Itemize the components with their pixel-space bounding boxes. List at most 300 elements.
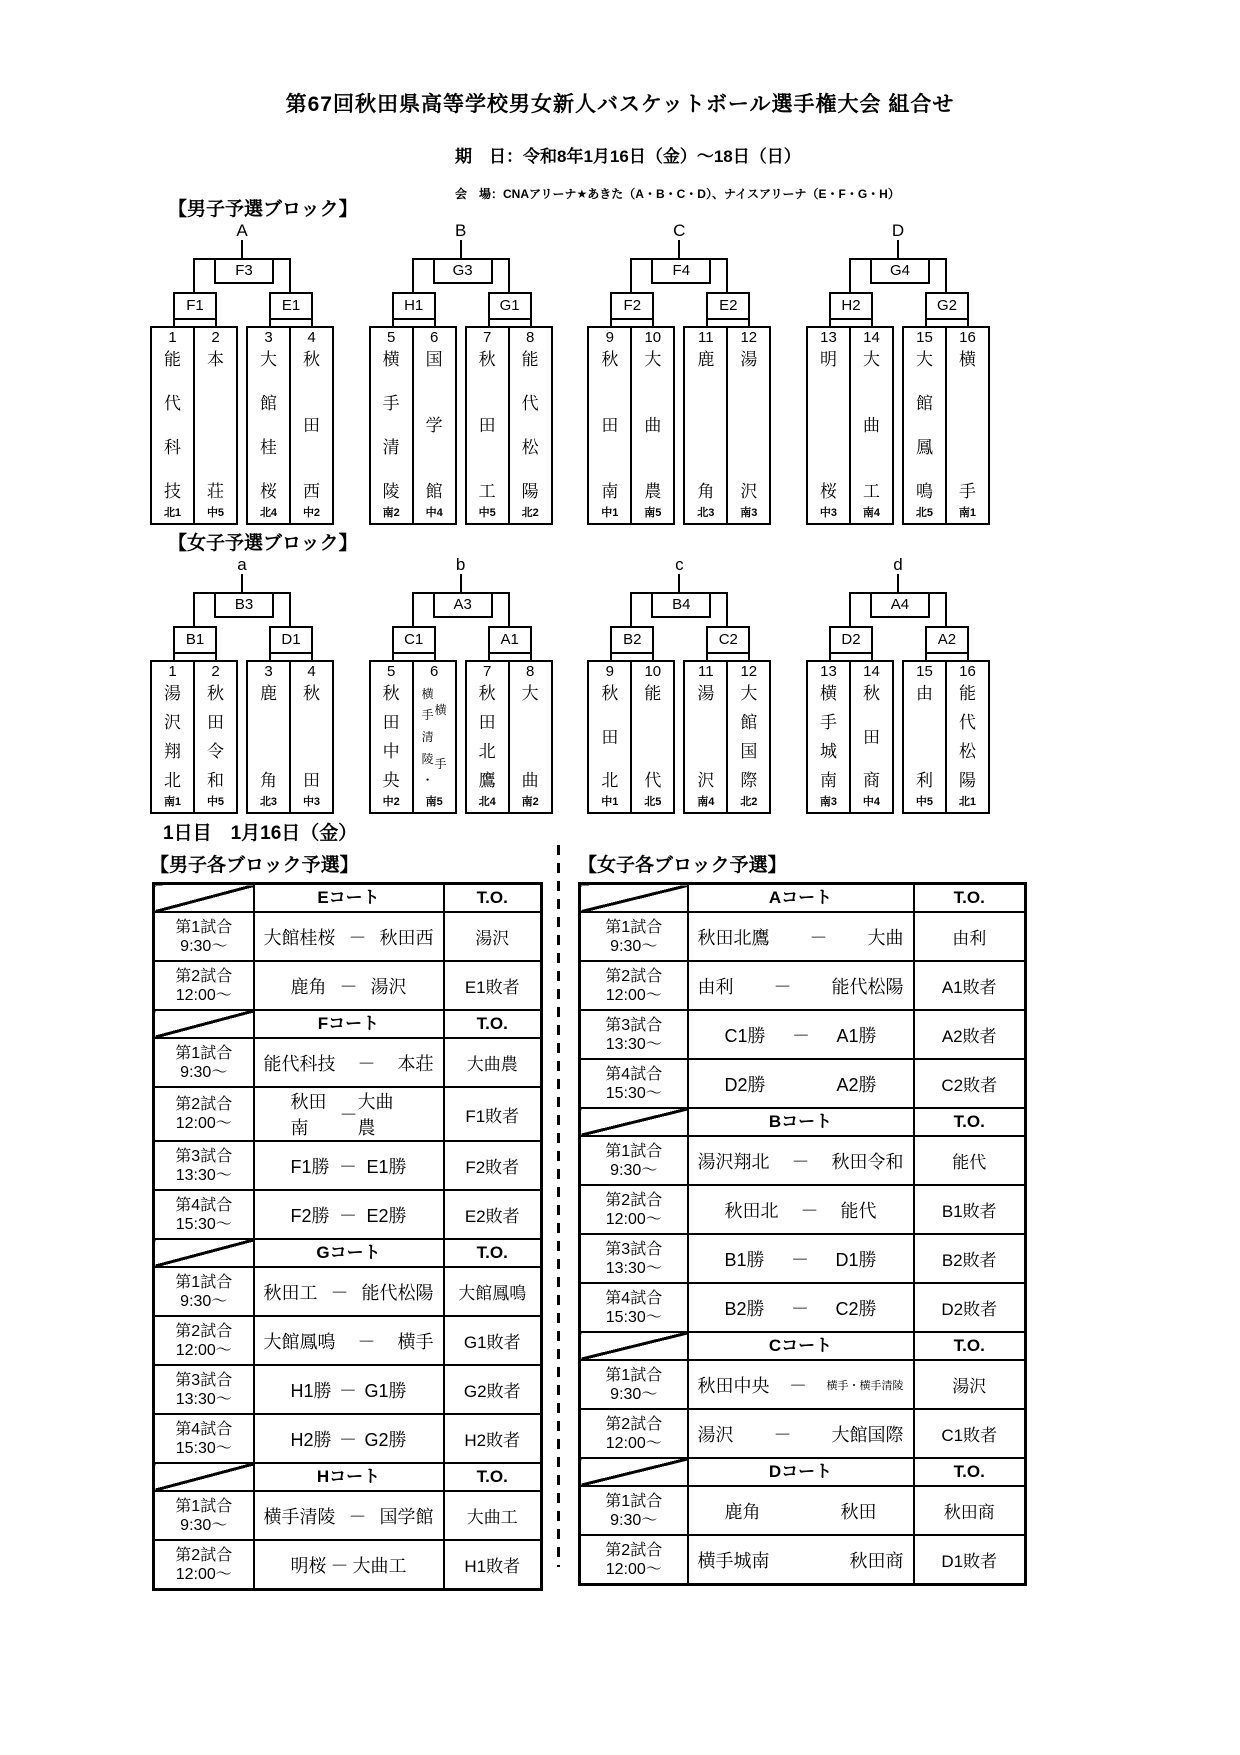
date-line: 期 日：令和8年1月16日（金）～18日（日） bbox=[455, 147, 801, 166]
team-pair bbox=[806, 660, 894, 814]
team-name bbox=[383, 347, 400, 506]
team-name-char: 沢 bbox=[740, 482, 758, 501]
team-name-char: 手 bbox=[382, 394, 400, 413]
team-cell bbox=[193, 328, 236, 523]
match bbox=[689, 1295, 913, 1321]
match-team-left: 大館鳳鳴 bbox=[263, 1331, 336, 1352]
match-team-right: 横手・横手清陵 bbox=[826, 1379, 904, 1392]
match-team-left: 能代科技 bbox=[263, 1053, 336, 1074]
team-cell bbox=[849, 662, 892, 812]
dashed-divider bbox=[557, 845, 560, 1567]
game-round: 第2試合 bbox=[175, 1322, 233, 1340]
final-game-label: B3 bbox=[214, 592, 274, 618]
bracket-connector-line bbox=[289, 258, 291, 292]
bracket-connector-line bbox=[726, 592, 728, 626]
bracket-block bbox=[587, 556, 771, 810]
bracket-connector-line bbox=[193, 258, 195, 292]
game-round: 第3試合 bbox=[605, 1240, 663, 1258]
team-number: 2 bbox=[211, 663, 220, 680]
match-cell bbox=[254, 1267, 444, 1316]
team-name-char: 田 bbox=[478, 416, 496, 435]
bracket-connector-line bbox=[460, 574, 462, 592]
game-round: 第1試合 bbox=[605, 918, 663, 936]
to-column-header: T.O. bbox=[444, 1239, 542, 1267]
match-team-left: 鹿角 bbox=[290, 976, 327, 997]
team-pair bbox=[150, 326, 238, 525]
court-header-row bbox=[154, 1463, 542, 1491]
team-name-char: 秋 bbox=[601, 350, 619, 369]
team-name-char: 曲 bbox=[521, 771, 539, 790]
bracket-connector-line bbox=[897, 240, 899, 258]
match-team-left: 秋田中央 bbox=[697, 1375, 770, 1396]
team-cell bbox=[808, 328, 849, 523]
game-row bbox=[154, 912, 542, 961]
time-cell bbox=[154, 912, 254, 961]
match-team-left: F2勝 bbox=[290, 1205, 330, 1226]
game-start-time: 12:00～ bbox=[175, 1565, 232, 1583]
match-cell bbox=[688, 1535, 914, 1585]
team-seed: 南5 bbox=[425, 796, 443, 808]
team-name-char: 秋 bbox=[207, 684, 224, 703]
team-pair bbox=[683, 660, 771, 814]
team-seed: 北2 bbox=[521, 507, 539, 519]
team-name bbox=[959, 347, 976, 506]
time-cell bbox=[154, 1087, 254, 1141]
to-column-header: T.O. bbox=[914, 884, 1026, 913]
team-name-char: 荘 bbox=[207, 482, 224, 501]
game-round: 第2試合 bbox=[175, 967, 233, 985]
semi-game-label: F1 bbox=[173, 292, 217, 320]
game-start-time: 9:30～ bbox=[610, 937, 658, 955]
match bbox=[689, 1071, 913, 1097]
team-name-char: 清 bbox=[421, 729, 434, 744]
block-letter: b bbox=[455, 555, 466, 574]
team-number: 15 bbox=[916, 663, 933, 680]
time-cell bbox=[580, 1409, 688, 1458]
bracket-connector-line bbox=[849, 592, 851, 626]
vs-dash: － bbox=[773, 1424, 792, 1445]
match bbox=[689, 1372, 913, 1398]
game-round: 第1試合 bbox=[175, 1497, 233, 1515]
team-name-char: ・ bbox=[421, 773, 434, 788]
team-pair bbox=[902, 326, 990, 525]
game-round: 第1試合 bbox=[605, 1492, 663, 1510]
team-name-char: 曲 bbox=[644, 416, 662, 435]
team-cell bbox=[726, 662, 769, 812]
time-cell bbox=[580, 1136, 688, 1185]
match-team-right: G2勝 bbox=[364, 1429, 407, 1450]
semi-game-label: A1 bbox=[488, 626, 532, 654]
team-name-char: 能 bbox=[958, 684, 976, 703]
team-name-char: 手 bbox=[819, 713, 837, 732]
match-team-right: E2勝 bbox=[366, 1205, 407, 1226]
team-name-char: 能 bbox=[521, 350, 539, 369]
match-cell bbox=[688, 1283, 914, 1332]
game-start-time: 15:30～ bbox=[605, 1084, 662, 1102]
bracket-connector-line bbox=[193, 592, 195, 626]
game-start-time: 9:30～ bbox=[180, 937, 228, 955]
bracket-connector-line bbox=[945, 592, 947, 626]
team-name-char: 明 bbox=[819, 350, 837, 369]
bracket-connector-line bbox=[849, 258, 851, 292]
court-name: Eコート bbox=[254, 884, 444, 913]
team-pair bbox=[465, 326, 553, 525]
to-column-header: T.O. bbox=[444, 884, 542, 913]
match-team-right: G1勝 bbox=[364, 1380, 407, 1401]
table-official-cell: F1敗者 bbox=[444, 1087, 542, 1141]
team-name-char: 北 bbox=[478, 742, 496, 761]
team-name-char: 手 bbox=[958, 482, 976, 501]
game-row bbox=[580, 1535, 1026, 1585]
vs-dash: － bbox=[789, 1375, 807, 1396]
match bbox=[689, 1547, 913, 1573]
team-seed: 中5 bbox=[206, 507, 225, 519]
team-name bbox=[164, 681, 181, 795]
match-team-left: 由利 bbox=[697, 976, 734, 997]
bracket-block bbox=[369, 222, 553, 521]
game-start-time: 9:30～ bbox=[610, 1161, 658, 1179]
match-cell bbox=[688, 912, 914, 961]
bracket-connector-line bbox=[508, 592, 510, 626]
team-name-char: 鹿 bbox=[260, 684, 277, 703]
team-name bbox=[260, 681, 277, 795]
team-number: 11 bbox=[698, 663, 714, 680]
vs-dash: － bbox=[339, 1105, 358, 1125]
team-name-column bbox=[435, 683, 447, 791]
game-start-time: 9:30～ bbox=[180, 1292, 228, 1310]
table-official-cell: B2敗者 bbox=[914, 1234, 1026, 1283]
match-cell bbox=[254, 1141, 444, 1190]
table-official-cell: H2敗者 bbox=[444, 1414, 542, 1463]
to-column-header: T.O. bbox=[914, 1332, 1026, 1360]
team-cell bbox=[412, 328, 455, 523]
bracket-block bbox=[150, 222, 334, 521]
team-pair bbox=[246, 660, 334, 814]
match-team-left: C1勝 bbox=[724, 1025, 766, 1046]
court-header-row bbox=[154, 884, 542, 913]
team-name-char: 南 bbox=[601, 482, 619, 501]
to-column-header: T.O. bbox=[444, 1463, 542, 1491]
team-name-char: 館 bbox=[740, 713, 758, 732]
match-team-left: 秋田北 bbox=[724, 1200, 779, 1221]
team-name-char: 西 bbox=[303, 482, 320, 501]
team-name-char: 本 bbox=[207, 350, 224, 369]
team-name-char: 横 bbox=[382, 350, 400, 369]
team-seed: 南4 bbox=[862, 507, 881, 519]
vs-dash: － bbox=[330, 1282, 349, 1303]
time-cell bbox=[580, 1283, 688, 1332]
team-pair bbox=[806, 326, 894, 525]
team-number: 15 bbox=[916, 329, 933, 346]
game-row bbox=[154, 1087, 542, 1141]
team-name-char: 大 bbox=[260, 350, 277, 369]
team-number: 8 bbox=[525, 663, 535, 680]
match-team-right: 大曲農 bbox=[357, 1092, 394, 1138]
time-cell bbox=[580, 1185, 688, 1234]
match-team-right: 大曲工 bbox=[352, 1555, 407, 1576]
team-name bbox=[820, 347, 837, 506]
match bbox=[255, 973, 443, 999]
match-team-left: 湯沢翔北 bbox=[697, 1151, 770, 1172]
match-team-left: 湯沢 bbox=[697, 1424, 734, 1445]
time-cell bbox=[580, 912, 688, 961]
men-bracket bbox=[150, 222, 990, 521]
vs-dash: － bbox=[348, 1506, 367, 1527]
game-start-time: 9:30～ bbox=[610, 1385, 658, 1403]
table-official-cell: B1敗者 bbox=[914, 1185, 1026, 1234]
team-name-char: 代 bbox=[958, 713, 976, 732]
team-cell bbox=[467, 328, 508, 523]
vs-dash: － bbox=[357, 1331, 376, 1352]
team-name-char: 科 bbox=[164, 438, 181, 457]
game-round: 第2試合 bbox=[605, 1415, 663, 1433]
women-bracket-section-label: 【女子予選ブロック】 bbox=[168, 533, 358, 554]
team-name-char: 館 bbox=[260, 394, 277, 413]
team-cell bbox=[508, 328, 551, 523]
team-name-char: 田 bbox=[303, 416, 320, 435]
team-number: 7 bbox=[482, 329, 492, 346]
team-name-char: 大 bbox=[862, 350, 880, 369]
team-cell bbox=[589, 328, 630, 523]
match bbox=[255, 1279, 443, 1305]
team-cell bbox=[412, 662, 455, 812]
team-number: 14 bbox=[863, 329, 880, 346]
team-seed: 南2 bbox=[382, 507, 400, 519]
team-number: 4 bbox=[307, 329, 316, 346]
team-number: 9 bbox=[605, 329, 614, 346]
bracket-connector-line bbox=[412, 258, 414, 292]
team-cell bbox=[152, 328, 193, 523]
team-name-char: 商 bbox=[862, 771, 880, 790]
game-row bbox=[154, 1491, 542, 1540]
time-cell bbox=[154, 1491, 254, 1540]
team-pair bbox=[683, 326, 771, 525]
team-name-char: 能 bbox=[644, 684, 662, 703]
team-name-char: 手 bbox=[434, 757, 447, 771]
time-cell bbox=[154, 1316, 254, 1365]
match-team-left: D2勝 bbox=[724, 1074, 766, 1095]
match-cell bbox=[254, 1190, 444, 1239]
match bbox=[689, 1246, 913, 1272]
match-cell bbox=[254, 1316, 444, 1365]
game-round: 第2試合 bbox=[175, 1096, 233, 1113]
team-name bbox=[479, 681, 496, 795]
women-schedule-section-label: 【女子各ブロック予選】 bbox=[578, 855, 787, 876]
team-name-char: 桂 bbox=[260, 438, 277, 457]
to-column-header: T.O. bbox=[444, 1010, 542, 1038]
time-cell bbox=[154, 1267, 254, 1316]
bracket-connector-line bbox=[630, 592, 632, 626]
court-name: Gコート bbox=[254, 1239, 444, 1267]
team-name-char: 手 bbox=[421, 708, 434, 723]
match-team-right: D1勝 bbox=[835, 1249, 877, 1270]
team-name-char: 陵 bbox=[382, 482, 400, 501]
team-seed: 中2 bbox=[382, 796, 400, 808]
match bbox=[689, 924, 913, 950]
table-official-cell: 由利 bbox=[914, 912, 1026, 961]
team-name-char: 秋 bbox=[478, 684, 496, 703]
time-cell bbox=[154, 1190, 254, 1239]
game-round: 第3試合 bbox=[175, 1371, 233, 1389]
team-name bbox=[522, 347, 539, 506]
match-team-left: 横手清陵 bbox=[263, 1506, 336, 1527]
team-name-char: 沢 bbox=[164, 713, 181, 732]
game-start-time: 9:30～ bbox=[180, 1516, 228, 1534]
women-bracket bbox=[150, 556, 990, 810]
diagonal-cell bbox=[154, 1463, 254, 1491]
court-name: Aコート bbox=[688, 884, 914, 913]
match-team-right: 秋田 bbox=[840, 1501, 877, 1522]
match-team-right: 国学館 bbox=[379, 1506, 434, 1527]
vs-dash: － bbox=[348, 927, 367, 948]
game-start-time: 13:30～ bbox=[175, 1390, 232, 1408]
team-cell bbox=[508, 662, 551, 812]
final-game-label: B4 bbox=[651, 592, 711, 618]
table-official-cell: D1敗者 bbox=[914, 1535, 1026, 1585]
match-cell bbox=[688, 1136, 914, 1185]
game-row bbox=[580, 1136, 1026, 1185]
team-name-char: 桜 bbox=[819, 482, 837, 501]
team-name bbox=[863, 681, 880, 795]
team-name-char: 横 bbox=[421, 686, 434, 701]
venue-line: 会 場：CNAアリーナ★あきた（A・B・C・D）、ナイスアリーナ（E・F・G・H） bbox=[455, 187, 900, 201]
team-number: 7 bbox=[482, 663, 492, 680]
match-team-left: 秋田南 bbox=[290, 1092, 327, 1138]
match-cell bbox=[688, 1010, 914, 1059]
team-name bbox=[422, 681, 447, 795]
match bbox=[255, 924, 443, 950]
team-name-char: 秋 bbox=[862, 684, 880, 703]
time-cell bbox=[580, 1535, 688, 1585]
court-header-row bbox=[580, 1108, 1026, 1136]
team-name bbox=[164, 347, 181, 506]
team-seed: 中4 bbox=[425, 507, 443, 519]
team-name-char: 館 bbox=[425, 482, 443, 501]
match bbox=[689, 1022, 913, 1048]
vs-dash: － bbox=[339, 1429, 357, 1450]
team-number: 16 bbox=[959, 663, 976, 680]
team-seed: 南1 bbox=[958, 507, 977, 519]
team-name-char: 湯 bbox=[697, 684, 715, 703]
vs-dash: － bbox=[800, 1200, 819, 1221]
team-seed: 北5 bbox=[644, 796, 662, 808]
team-pair bbox=[465, 660, 553, 814]
tournament-title: 第67回秋田県高等学校男女新人バスケットボール選手権大会 組合せ bbox=[285, 93, 955, 116]
team-number: 12 bbox=[740, 663, 758, 680]
team-name bbox=[740, 347, 757, 506]
team-name-char: 角 bbox=[697, 482, 715, 501]
vs-dash: － bbox=[339, 976, 358, 997]
team-name bbox=[740, 681, 757, 795]
game-round: 第1試合 bbox=[175, 1273, 233, 1291]
table-official-cell: G2敗者 bbox=[444, 1365, 542, 1414]
match-team-right: 秋田西 bbox=[379, 927, 434, 948]
match-cell bbox=[254, 912, 444, 961]
team-seed: 中4 bbox=[862, 796, 881, 808]
match bbox=[255, 1503, 443, 1529]
game-round: 第4試合 bbox=[605, 1065, 663, 1083]
team-seed: 北1 bbox=[958, 796, 977, 808]
game-row bbox=[154, 1414, 542, 1463]
table-official-cell: A2敗者 bbox=[914, 1010, 1026, 1059]
team-cell bbox=[371, 328, 412, 523]
bracket-connector-line bbox=[630, 258, 632, 292]
game-round: 第2試合 bbox=[175, 1546, 233, 1564]
team-name-char: 松 bbox=[958, 742, 976, 761]
team-name-char: 利 bbox=[915, 771, 933, 790]
match-cell bbox=[254, 961, 444, 1010]
court-name: Bコート bbox=[688, 1108, 914, 1136]
team-cell bbox=[945, 662, 988, 812]
team-name-char: 田 bbox=[382, 713, 400, 732]
game-row bbox=[580, 1283, 1026, 1332]
team-seed: 北2 bbox=[740, 796, 758, 808]
court-name: Hコート bbox=[254, 1463, 444, 1491]
team-name bbox=[863, 347, 880, 506]
team-seed: 南3 bbox=[740, 507, 758, 519]
table-official-cell: C1敗者 bbox=[914, 1409, 1026, 1458]
match-cell bbox=[688, 1486, 914, 1535]
diagonal-cell bbox=[154, 1010, 254, 1038]
team-name bbox=[644, 681, 661, 795]
match-team-left: H2勝 bbox=[290, 1429, 332, 1450]
game-start-time: 13:30～ bbox=[605, 1259, 662, 1277]
team-cell bbox=[289, 662, 332, 812]
team-number: 6 bbox=[429, 663, 439, 680]
match bbox=[689, 973, 913, 999]
block-letter: c bbox=[675, 555, 684, 574]
semi-game-label: G1 bbox=[488, 292, 532, 320]
team-name-char: 和 bbox=[207, 771, 224, 790]
semi-game-label: B2 bbox=[610, 626, 654, 654]
team-cell bbox=[152, 662, 193, 812]
game-row bbox=[154, 1365, 542, 1414]
bracket-connector-line bbox=[678, 240, 680, 258]
semi-game-label: H1 bbox=[392, 292, 436, 320]
game-start-time: 12:00～ bbox=[175, 1115, 232, 1132]
match-cell bbox=[688, 1360, 914, 1409]
team-name-char: 中 bbox=[382, 742, 400, 761]
match-team-right: 秋田令和 bbox=[831, 1151, 904, 1172]
match bbox=[255, 1088, 443, 1140]
team-seed: 北4 bbox=[478, 796, 496, 808]
match-team-left: 明桜 bbox=[290, 1555, 327, 1576]
vs-dash: － bbox=[330, 1555, 349, 1576]
match bbox=[689, 1421, 913, 1447]
team-seed: 中1 bbox=[601, 507, 619, 519]
game-row bbox=[580, 1185, 1026, 1234]
team-pair bbox=[587, 660, 675, 814]
team-name bbox=[916, 681, 933, 795]
team-name-char: 沢 bbox=[697, 771, 715, 790]
team-name-char: 陽 bbox=[521, 482, 539, 501]
team-cell bbox=[630, 662, 673, 812]
team-name-char: 央 bbox=[382, 771, 400, 790]
game-start-time: 12:00～ bbox=[605, 1210, 662, 1228]
final-game-label: F3 bbox=[214, 258, 274, 284]
team-cell bbox=[904, 328, 945, 523]
semi-game-label: H2 bbox=[829, 292, 873, 320]
team-cell bbox=[589, 662, 630, 812]
bracket-connector-line bbox=[678, 574, 680, 592]
team-number: 13 bbox=[820, 329, 837, 346]
block-letter: D bbox=[891, 221, 905, 240]
match bbox=[255, 1202, 443, 1228]
team-name bbox=[426, 347, 443, 506]
game-row bbox=[580, 1486, 1026, 1535]
game-row bbox=[154, 961, 542, 1010]
game-start-time: 9:30～ bbox=[610, 1511, 658, 1529]
